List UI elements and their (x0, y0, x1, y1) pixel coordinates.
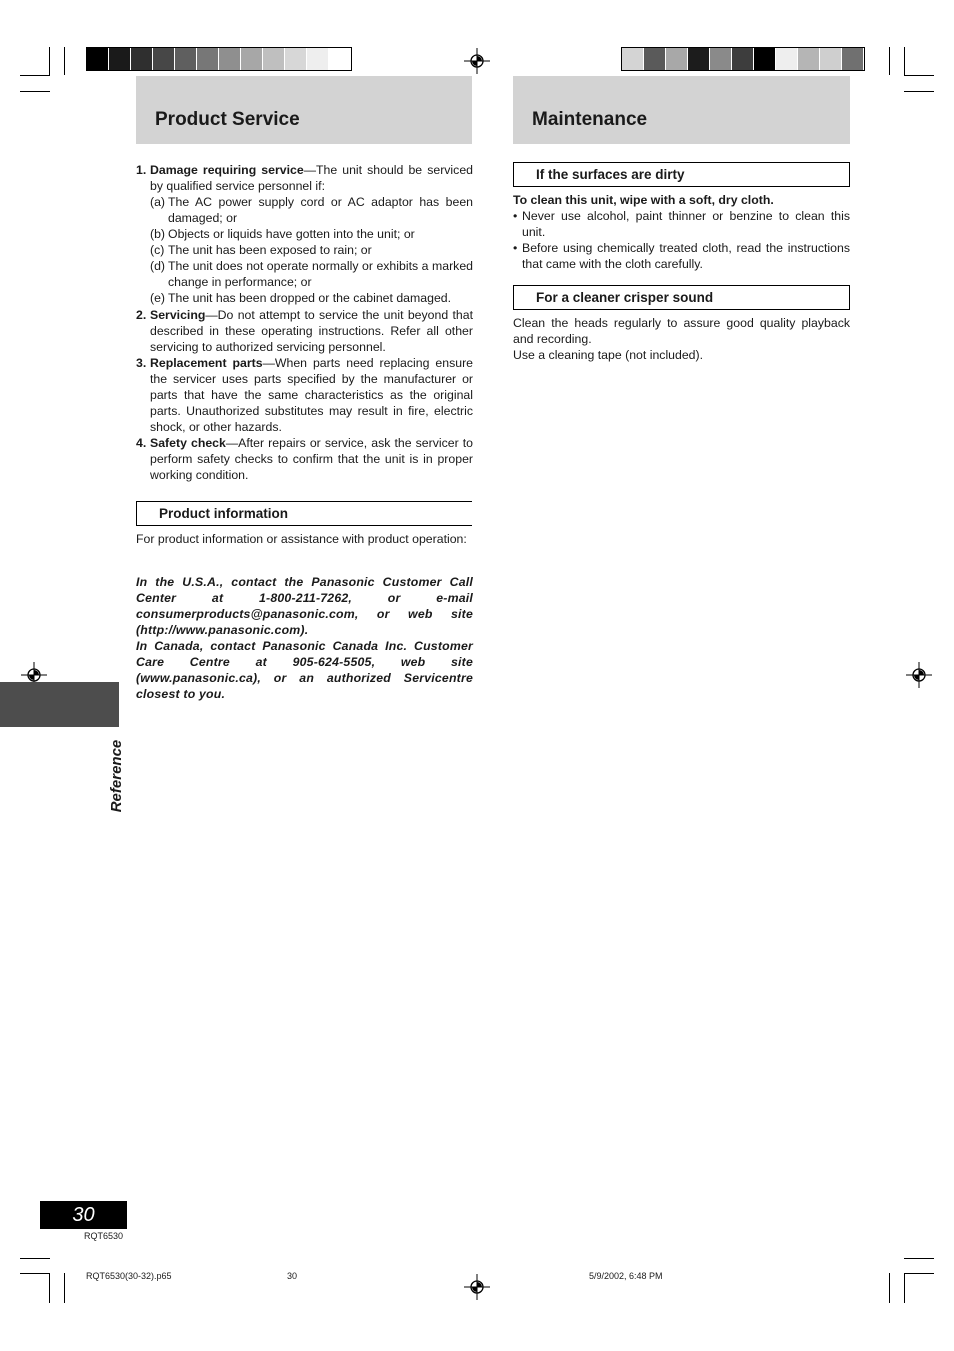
sub-label: (c) (150, 243, 165, 257)
item-text: —When parts need replacing ensure the servicer uses parts specified by the manufacturer or parts that have the same characteristics as the original parts. Unauthorized substitutes may result in fire, electric shock, or other hazards. (150, 356, 474, 434)
item-heading: Safety check (150, 436, 226, 450)
sound-text: Clean the heads regularly to assure good quality playback and recording. (513, 316, 850, 346)
sub-text: The unit has been dropped or the cabinet damaged. (168, 291, 452, 305)
surfaces-heading: If the surfaces are dirty (513, 162, 850, 187)
calibration-swatch (307, 48, 329, 70)
crop-mark (904, 75, 934, 76)
calibration-swatch (710, 48, 732, 70)
sound-text-2: Use a cleaning tape (not included). (513, 348, 704, 362)
sub-label: (a) (150, 195, 166, 209)
crop-mark (904, 91, 934, 92)
registration-target-icon (464, 48, 490, 74)
product-service-title: Product Service (155, 109, 300, 130)
crop-mark (904, 47, 905, 75)
calibration-swatch (109, 48, 131, 70)
calibration-swatch (175, 48, 197, 70)
sub-label: (d) (150, 259, 166, 273)
crop-mark (904, 1273, 905, 1303)
list-item: • Before using chemically treated cloth, read the instructions that came with the cloth carefully. (513, 241, 850, 271)
item-number: 3. (136, 356, 147, 370)
item-heading: Damage requiring service (150, 163, 304, 177)
model-code: RQT6530 (84, 1231, 124, 1241)
item-heading: Replacement parts (150, 356, 263, 370)
sub-text: Objects or liquids have gotten into the unit; or (168, 227, 415, 241)
calibration-swatch (329, 48, 351, 70)
calibration-swatch (820, 48, 842, 70)
calibration-swatch (131, 48, 153, 70)
calibration-swatch (263, 48, 285, 70)
sound-heading: For a cleaner crisper sound (513, 285, 850, 310)
calibration-swatch (285, 48, 307, 70)
item-text: —Do not attempt to service the unit beyond that described in these operating instructions. Refer all other servicing to authorized servicing personnel. (150, 308, 473, 354)
sub-text: The unit has been exposed to rain; or (168, 243, 372, 257)
service-item-4 (136, 435, 473, 483)
crop-mark (904, 1258, 934, 1259)
calibration-swatch (241, 48, 263, 70)
calibration-swatch (153, 48, 175, 70)
crop-mark (49, 47, 50, 75)
footer-page: 30 (287, 1271, 298, 1281)
crop-mark (20, 75, 50, 76)
list-item: • Never use alcohol, paint thinner or benzine to clean this unit. (513, 209, 850, 239)
calibration-swatch (732, 48, 754, 70)
sub-text: The unit does not operate normally or exhibits a marked change in performance; or (168, 259, 473, 289)
crop-mark (64, 47, 65, 75)
registration-target-icon (906, 662, 932, 688)
registration-target-icon (464, 1274, 490, 1300)
usa-contact: In the U.S.A., contact the Panasonic Customer Call Center at 1-800-211-7262, or e-mail consumerproducts@panasonic.com, or web site (http://www.panasonic.com). (136, 575, 473, 637)
bullet-text: Before using chemically treated cloth, read the instructions that came with the cloth carefully. (522, 241, 850, 271)
crop-mark (64, 1273, 65, 1303)
item-number: 1. (136, 163, 147, 177)
item-text: —The unit should be serviced by qualified service personnel if: (150, 163, 473, 193)
footer-file: RQT6530(30-32).p65 (86, 1271, 172, 1281)
calibration-swatch (87, 48, 109, 70)
crop-mark (889, 1273, 890, 1303)
calibration-swatch (197, 48, 219, 70)
calibration-swatch (688, 48, 710, 70)
surfaces-lead: To clean this unit, wipe with a soft, dry cloth. (513, 193, 774, 207)
page-number: 30 (72, 1204, 95, 1226)
calibration-swatch (842, 48, 864, 70)
service-item-3 (136, 355, 473, 435)
calibration-swatch (798, 48, 820, 70)
sub-label: (e) (150, 291, 166, 305)
service-item-2 (136, 307, 473, 355)
calibration-swatch (219, 48, 241, 70)
crop-mark (20, 1258, 50, 1259)
crop-mark (49, 1273, 50, 1303)
surfaces-bullets (513, 208, 850, 272)
bullet-text: Never use alcohol, paint thinner or benzine to clean this unit. (522, 209, 850, 239)
calibration-swatch (754, 48, 776, 70)
item-number: 4. (136, 436, 147, 450)
calibration-strip-left (86, 47, 352, 71)
side-tab-label: Reference (108, 739, 125, 813)
item-text: —After repairs or service, ask the servicer to perform safety checks to confirm that the unit is in proper working condition. (150, 436, 473, 482)
calibration-strip-right (621, 47, 865, 71)
calibration-swatch (644, 48, 666, 70)
calibration-swatch (666, 48, 688, 70)
calibration-swatch (622, 48, 644, 70)
sub-label: (b) (150, 227, 166, 241)
product-information-intro: For product information or assistance with product operation: (136, 532, 467, 546)
calibration-swatch (776, 48, 798, 70)
maintenance-banner (513, 76, 850, 144)
product-service-banner (136, 76, 472, 144)
side-tab (0, 682, 119, 727)
crop-mark (889, 47, 890, 75)
crop-mark (904, 1273, 934, 1274)
service-item-1 (136, 162, 473, 306)
maintenance-title: Maintenance (532, 109, 648, 130)
sub-text: The AC power supply cord or AC adaptor has been damaged; or (168, 195, 473, 225)
item-number: 2. (136, 308, 147, 322)
item-heading: Servicing (150, 308, 206, 322)
product-information-heading: Product information (136, 501, 472, 526)
footer-timestamp: 5/9/2002, 6:48 PM (589, 1271, 663, 1281)
crop-mark (20, 91, 50, 92)
crop-mark (20, 1273, 50, 1274)
canada-contact: In Canada, contact Panasonic Canada Inc. Customer Care Centre at 905-624-5505, web site (www.panasonic.ca), or an authorized Servicentre closest to you. (136, 639, 473, 701)
